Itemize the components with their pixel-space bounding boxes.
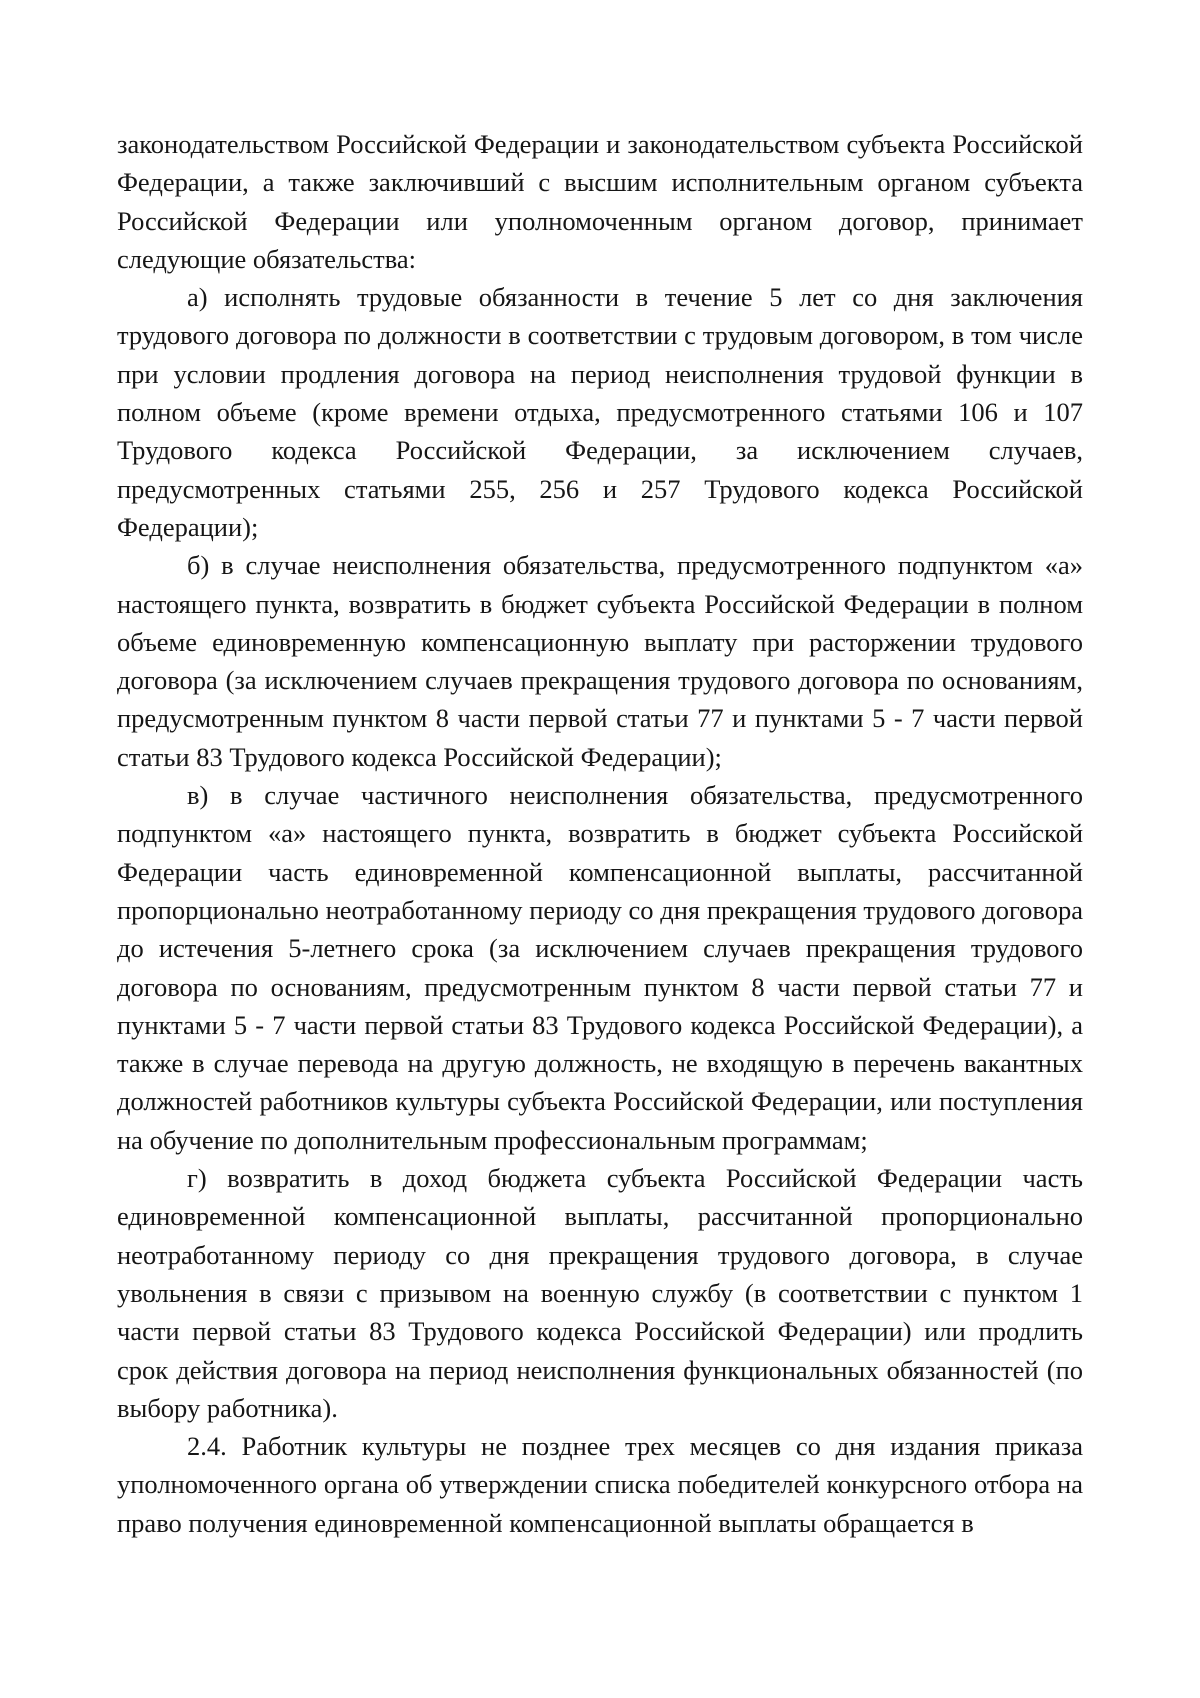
document-page <box>117 125 1083 1542</box>
paragraph-section-2-4: 2.4. Работник культуры не позднее трех месяцев со дня издания приказа уполномоченного органа об утверждении списка победителей конкурсного отбора на право получения единовременной компенсационной выплаты обращается в <box>117 1431 1083 1538</box>
paragraph-item-g: г) возвратить в доход бюджета субъекта Российской Федерации часть единовременной компенсационной выплаты, рассчитанной пропорционально неотработанному периоду со дня прекращения трудового договора, в случае увольнения в связи с призывом на военную службу (в соответствии с пунктом 1 части первой статьи 83 Трудового кодекса Российской Федерации) или продлить срок действия договора на период неисполнения функциональных обязанностей (по выбору работника). <box>117 1163 1083 1423</box>
paragraph-item-b: б) в случае неисполнения обязательства, предусмотренного подпунктом «а» настоящего пункта, возвратить в бюджет субъекта Российской Федерации в полном объеме единовременную компенсационную выплату при расторжении трудового договора (за исключением случаев прекращения трудового договора по основаниям, предусмотренным пунктом 8 части первой статьи 77 и пунктами 5 - 7 части первой статьи 83 Трудового кодекса Российской Федерации); <box>117 550 1083 772</box>
paragraph-item-a: а) исполнять трудовые обязанности в течение 5 лет со дня заключения трудового договора по должности в соответствии с трудовым договором, в том числе при условии продления договора на период неисполнения трудовой функции в полном объеме (кроме времени отдыха, предусмотренного статьями 106 и 107 Трудового кодекса Российской Федерации, за исключением случаев, предусмотренных статьями 255, 256 и 257 Трудового кодекса Российской Федерации); <box>117 282 1083 542</box>
paragraph-item-v: в) в случае частичного неисполнения обязательства, предусмотренного подпунктом «а» настоящего пункта, возвратить в бюджет субъекта Российской Федерации часть единовременной компенсационной выплаты, рассчитанной пропорционально неотработанному периоду со дня прекращения трудового договора до истечения 5-летнего срока (за исключением случаев прекращения трудового договора по основаниям, предусмотренным пунктом 8 части первой статьи 77 и пунктами 5 - 7 части первой статьи 83 Трудового кодекса Российской Федерации), а также в случае перевода на другую должность, не входящую в перечень вакантных должностей работников культуры субъекта Российской Федерации, или поступления на обучение по дополнительным профессиональным программам; <box>117 780 1083 1155</box>
paragraph-intro: законодательством Российской Федерации и законодательством субъекта Российской Федерации, а также заключивший с высшим исполнительным органом субъекта Российской Федерации или уполномоченным органом договор, принимает следующие обязательства: <box>117 129 1083 274</box>
